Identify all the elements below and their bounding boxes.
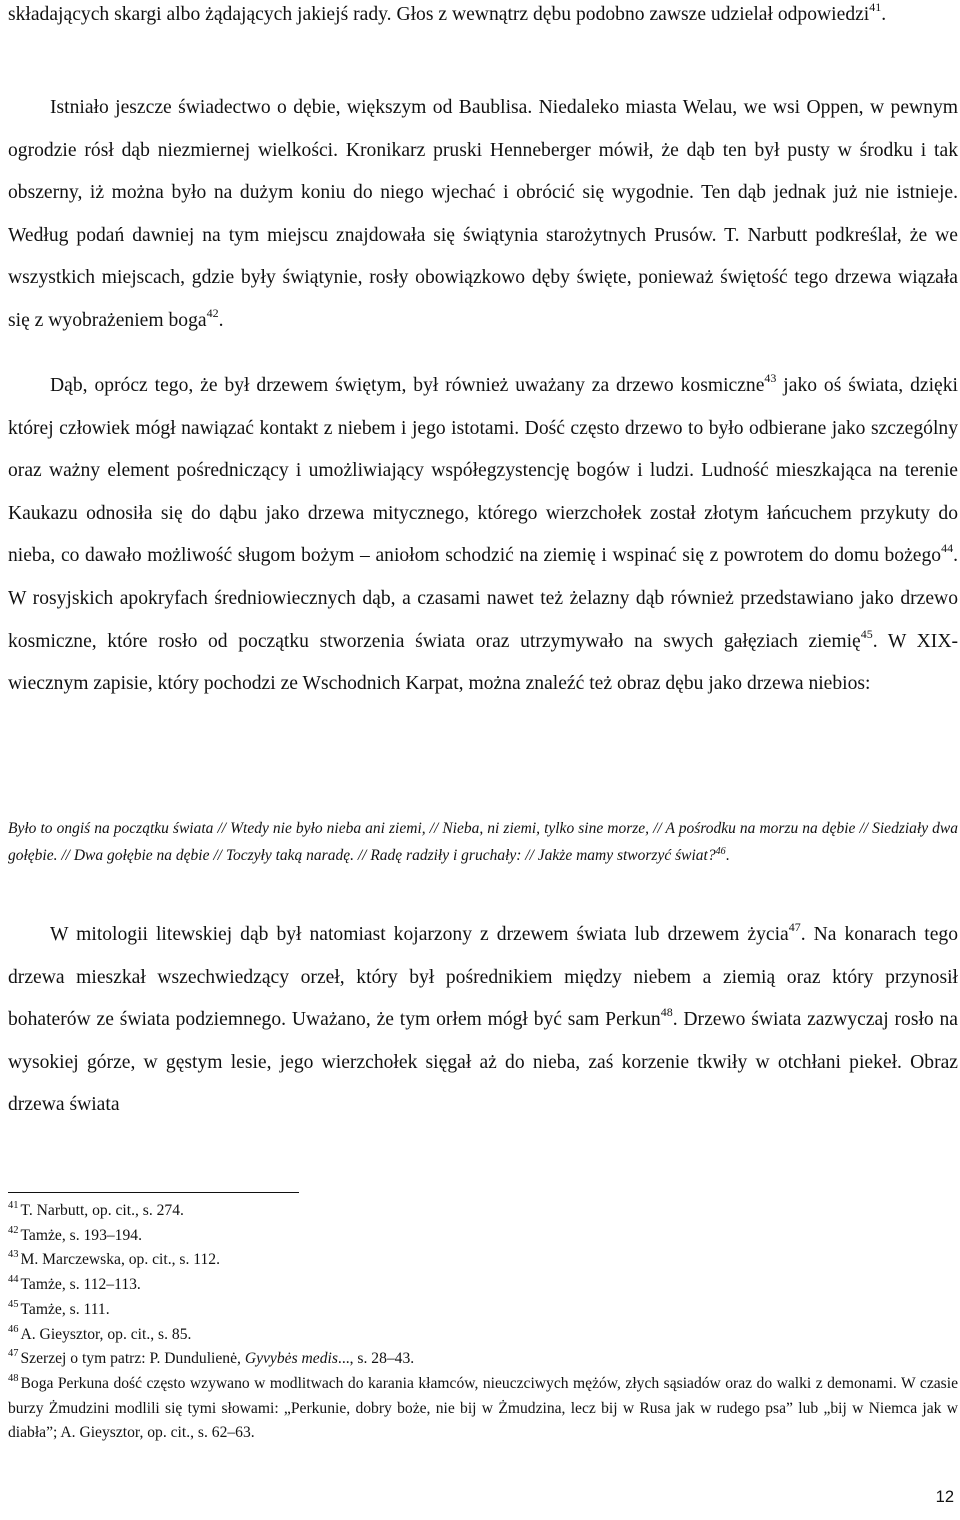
footnote-text: T. Narbutt, op. cit., s. 274. [20,1202,184,1219]
footnote-number: 43 [8,1249,19,1261]
footnote-text: A. Gieysztor, op. cit., s. 85. [20,1325,192,1343]
footnote-text: Tamże, s. 112–113. [20,1276,141,1294]
footnote-ref-44: 44 [941,541,954,556]
footnote-41 [8,1199,958,1224]
footnote-text: Tamże, s. 193–194. [20,1226,142,1244]
paragraph-baublis [8,87,958,343]
footnote-text: M. Marczewska, op. cit., s. 112. [20,1251,220,1269]
footnote-text: Boga Perkuna dość często wzywano w modlitwach do karania kłamców, nieuczciwych mężów, złych sąsiadów oraz do walki z demonami. W czasie burzy Żmudzini modlili się tymi słowami: „Perkunie, dobry boże, nie bij w Żmudzina, lecz bij w Rusa jak w rudego psa” lub „bij w Niemca jak w diabła”; A. Gieysztor, op. cit., s. 62–63. [8,1374,958,1442]
footnote-number: 46 [8,1323,19,1335]
page-number: 12 [935,1488,954,1506]
footnote-number: 41 [8,1200,19,1211]
footnote-text: Szerzej o tym patrz: P. Dundulienė, [20,1350,245,1368]
footnote-number: 45 [8,1298,19,1310]
footnote-45 [8,1298,958,1323]
footnote-number: 47 [8,1348,19,1360]
quote-text: Było to ongiś na początku świata // Wtedy nie było nieba ani ziemi, // Nieba, ni ziemi, tylko sine morze, // A pośrodku na morzu na dębie // Siedziały dwa gołębie. // Dwa gołębie na dębie // Toczyły taką naradę. // Radę radziły i gruchały: // Jakże mamy stworzyć świat? [8,820,958,864]
footnote-text: ..., s. 28–43. [337,1350,415,1368]
paragraph-text: . [881,4,887,25]
footnote-ref-45: 45 [860,626,873,641]
footnote-43 [8,1248,958,1273]
footnote-42 [8,1224,958,1249]
paragraph-continuation [8,0,958,37]
footnote-44 [8,1273,958,1298]
footnote-46 [8,1323,958,1348]
paragraph-text: . W XIX-wiecznym zapisie, który pochodzi ze Wschodnich Karpat, można znaleźć też obraz dębu jako drzewa niebios: [8,630,959,695]
quote-end: . [725,846,730,864]
paragraph-lithuanian-myth [8,914,958,1127]
paragraph-text: . [218,309,224,331]
footnote-italic-title: Gyvybės medis [244,1350,338,1368]
paragraph-text: Istniało jeszcze świadectwo o dębie, większym od Baublisa. Niedaleko miasta Welau, we wsi Oppen, w pewnym ogrodzie rósł dąb niezmiernej wielkości. Kronikarz pruski Henneberger mówił, że dąb ten był pusty w środku i tak obszerny, iż można było na dużym koniu do niego wjechać i obrócić się wygodnie. Ten dąb jednak już nie istnieje. Według podań dawniej na tym miejscu znajdowała się świątynia starożytnych Prusów. T. Narbutt podkreślał, że we wszystkich miejscach, gdzie były świątynie, rosły obowiązkowo dęby święte, ponieważ świętość tego drzewa wiązała się z wyobrażeniem boga [8,97,958,331]
footnote-number: 44 [8,1274,19,1286]
paragraph-text: W mitologii litewskiej dąb był natomiast kojarzony z drzewem świata lub drzewem życia [50,924,789,945]
paragraph-text: . Drzewo świata zazwyczaj rosło na wysokiej górze, w gęstym lesie, jego wierzchołek sięgał aż do nieba, zaś korzenie tkwiły w otchłani piekeł. Obraz drzewa świata [8,1009,958,1116]
footnote-text: Tamże, s. 111. [20,1300,110,1318]
footnotes [8,1199,958,1446]
footnote-ref-48: 48 [660,1005,673,1020]
paragraph-text: Dąb, oprócz tego, że był drzewem świętym, był również uważany za drzewo kosmiczne [50,375,765,396]
footnote-ref-46: 46 [715,845,726,857]
footnote-48 [8,1372,958,1446]
footnote-ref-43: 43 [764,371,777,385]
footnote-number: 42 [8,1224,19,1236]
paragraph-text: jako oś świata, dzięki której człowiek mógł nawiązać kontakt z niebem i jego istotami. Dość często drzewo to było odbierane jako szczególny oraz ważny element pośredniczący i umożliwiający współegzystencję bogów i ludzi. Ludność mieszkająca na terenie Kaukazu odnosiła się do dąbu jako drzewa mitycznego, którego wierzchołek został złotym łańcuchem przykuty do nieba, co dawało możliwość sługom bożym – aniołom schodzić na ziemię i wspinać się z powrotem do domu bożego [8,375,958,567]
footnote-47 [8,1347,958,1372]
footnote-ref-42: 42 [206,305,219,320]
paragraph-text: . W rosyjskich apokryfach średniowiecznych dąb, a czasami nawet też żelazny dąb również przedstawiano jako drzewo kosmiczne, które rosło od początku stworzenia świata oraz utrzymywało na swych gałęziach ziemię [8,545,958,652]
footnote-separator [8,1192,299,1193]
paragraph-text: . Na konarach tego drzewa mieszkał wszechwiedzący orzeł, który był pośrednikiem między niebem a ziemią oraz który przynosił bohaterów ze świata podziemnego. Uważano, że tym orłem mógł być sam Perkun [8,924,958,1031]
paragraph-text: składających skargi albo żądających jakiejś rady. Głos z wewnątrz dębu podobno zawsze udzielał odpowiedzi [8,4,870,25]
footnote-ref-41: 41 [869,0,882,14]
paragraph-cosmic-tree [8,365,958,706]
footnote-ref-47: 47 [788,920,801,934]
footnote-number: 48 [8,1372,19,1384]
block-quote [8,816,958,869]
